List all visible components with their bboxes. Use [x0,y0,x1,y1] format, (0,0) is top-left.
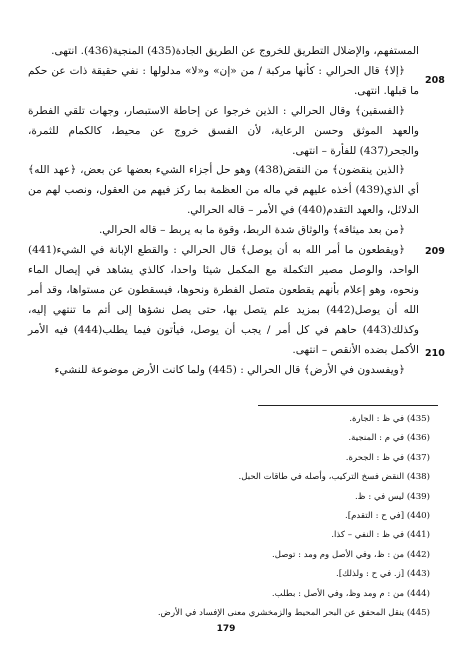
page-number: 179 [216,624,236,634]
footnote: (438) النقض فسخ التركيب، وأصله في طاقات الحبل. [238,472,430,483]
margin-number: 210 [425,348,445,359]
margin-number: 208 [425,75,445,86]
paragraph: ﴿من بعد ميثاقه﴾ والوثاق شدة الربط، وقوة ما به يربط – قاله الحرالي. [98,224,405,237]
footnote: (444) من : م ومد وظ، وفي الأصل : بطلب. [271,588,430,599]
paragraph: المستفهم، والإضلال التطريق للخروج عن الطريق الجادة(435) المنجية(436). انتهى. [51,45,419,57]
paragraph: ﴿ويفسدون في الأرض﴾ قال الحرالي : (445) ولما كانت الأرض موضوعة للنشيء [54,363,405,376]
footnote-divider [258,405,438,406]
footnote: (445) ينقل المحقق عن البحر المحيط والزمخشري معنى الإفساد في الأرض. [157,608,430,619]
paragraph: ﴿إلا﴾ قال الحرالي : كأنها مركبة / من «إن» و«لا» مدلولها : نفي حقيقة ذات عن حكم ما قبلها. انتهى. [28,64,419,97]
footnote: (441) في ظ : النفي – كذا. [331,530,430,541]
paragraph: ﴿ويقطعون ما أمر الله به أن يوصل﴾ قال الحرالي : والقطع الإبانة في الشيء(441) الواحد، والوصل مصير التكملة مع المكمل شيئا واحدا، كالذي يشاهد في إيصال الماء ونحوه، وهو إعلام بأنهم يقطعون متصل الفطرة ونحوها، فيسقطون عن مستواها، وقد أمر الله أن يوصل(442) بمزيد علم يتصل بها، حتى يصل نشؤها إلى أتم ما تنتهي إليه، وكذلك(443) حاهم في كل أمر / يجب أن يوصل، فيأتون فيما يطلب(444) فيه الأمر الأكمل بضده الأنقص – انتهى. [28,244,419,356]
paragraph: ﴿الذين ينقضون﴾ من النقض(438) وهو حل أجزاء الشيء بعضها عن بعض، ﴿عهد الله﴾ أي الذي(439) أخذه عليهم في ماله من العظمة بما ركز فيهم من العقول، ونصب لهم من الدلائل، والعهد التقدم(440) في الأمر – قاله الحرالي. [28,164,419,217]
footnote: (436) في م : المنجية. [348,433,430,444]
paragraph: ﴿الفسقين﴾ وقال الحرالي : الذين خرجوا عن إحاطة الاستبصار، وجهات تلقي الفطرة والعهد الموثق وحسن الرعاية، لأن الفسق خروج عن محيط، كالكمام للثمرة، والجحر(437) للفأرة – انتهى. [28,104,419,157]
footnotes [30,410,430,623]
footnote: (440) [في ح : التقدم]. [345,511,430,522]
footnote: (437) في ظ : الجحرة. [345,452,430,463]
footnote: (443) [ز. في ح : ولذلك]. [336,569,430,580]
footnote: (439) ليس في : ظ. [354,491,430,502]
main-text [28,42,419,380]
footnote: (435) في ظ : الجارة. [349,414,430,424]
margin-number: 209 [425,246,445,257]
footnote: (442) من : ظ، وفي الأصل وم ومد : توصل. [272,549,430,560]
